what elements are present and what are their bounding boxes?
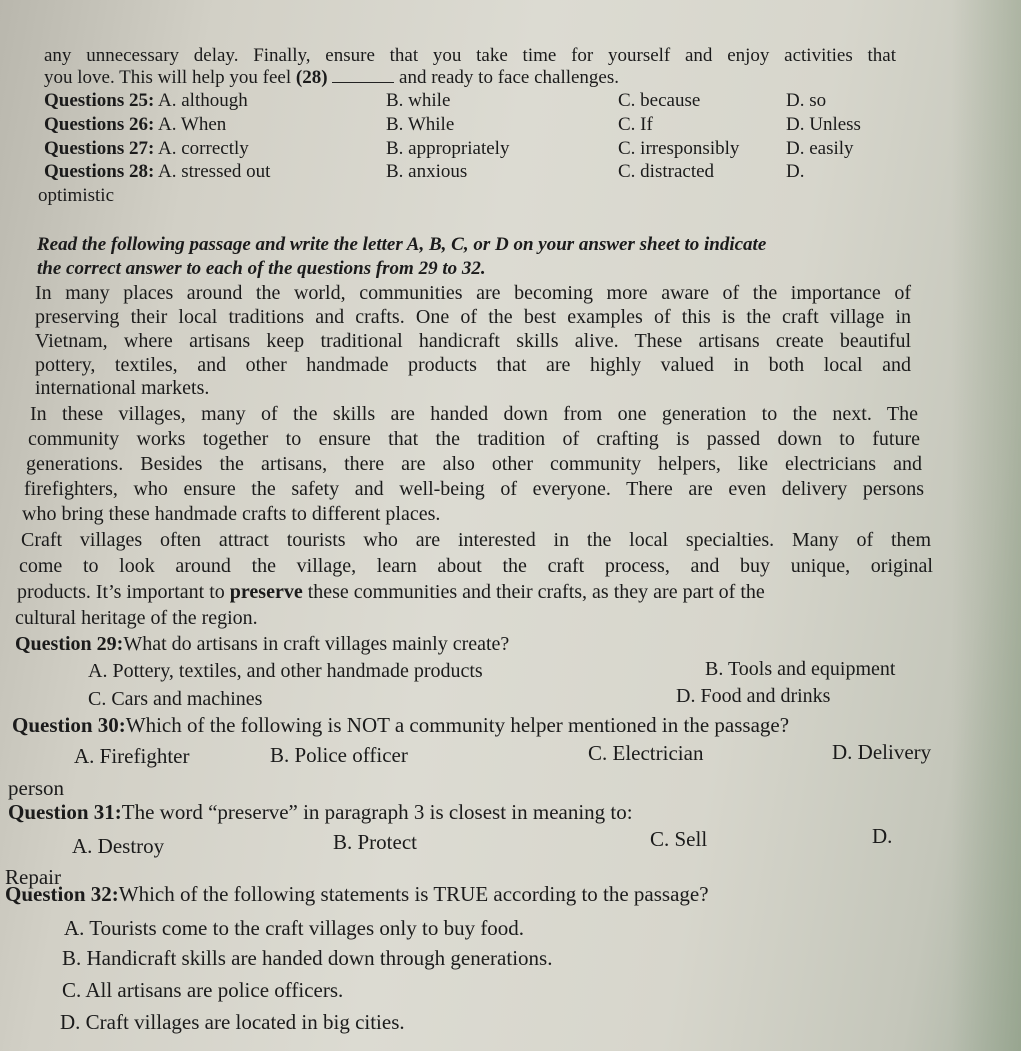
option-c: C. distracted [618, 161, 715, 182]
cloze-label: Questions 26: [44, 114, 155, 135]
question-label: Question 30: [12, 713, 126, 737]
passage-p2-line: community works together to ensure that the tradition of crafting is passed down to future [28, 428, 920, 450]
option-d: D. so [786, 90, 827, 111]
passage-p2-line: generations. Besides the artisans, there are also other community helpers, like electricians and [26, 453, 922, 475]
question-32 [5, 882, 709, 907]
instruction-line-2: the correct answer to each of the questions from 29 to 32. [37, 258, 486, 279]
option-a: A. correctly [158, 138, 249, 159]
question-text: Which of the following statements is TRUE according to the passage? [118, 882, 709, 906]
q30-option-a: A. Firefighter [74, 744, 190, 768]
question-label: Question 31: [8, 800, 122, 824]
passage-p1-line: In many places around the world, communities are becoming more aware of the importance of [35, 282, 911, 304]
passage-p3-text [17, 581, 765, 604]
question-30 [12, 713, 789, 738]
q29-option-b: B. Tools and equipment [705, 658, 896, 680]
option-d: D. easily [786, 138, 854, 159]
passage-p3-line: cultural heritage of the region. [15, 607, 258, 629]
option-b: B. while [386, 90, 451, 111]
option-a: A. stressed out [158, 161, 271, 182]
question-text: What do artisans in craft villages mainly create? [123, 633, 510, 655]
passage-p1-line: international markets. [35, 377, 210, 399]
q31-option-b: B. Protect [333, 830, 417, 854]
option-d-wrap: optimistic [38, 185, 114, 206]
option-d: D. [786, 161, 805, 182]
cloze-label: Questions 27: [44, 138, 155, 159]
option-a: A. although [158, 90, 248, 111]
q30-option-b: B. Police officer [270, 743, 408, 767]
question-text: Which of the following is NOT a community helper mentioned in the passage? [125, 713, 790, 737]
option-b: B. appropriately [386, 138, 510, 159]
passage-p1-line: pottery, textiles, and other handmade products that are highly valued in both local and [35, 354, 911, 376]
question-label: Question 32: [5, 882, 119, 906]
question-text: The word “preserve” in paragraph 3 is closest in meaning to: [121, 800, 633, 824]
q31-option-c: C. Sell [650, 827, 708, 851]
cloze-label: Questions 25: [44, 90, 155, 111]
q29-option-d: D. Food and drinks [676, 685, 831, 707]
answer-blank-28 [332, 82, 394, 83]
blank-label-28: (28) [295, 67, 328, 88]
q31-option-d-wrap: Repair [5, 865, 61, 889]
question-29 [15, 633, 509, 656]
cloze-row-25 [44, 90, 248, 112]
cloze-label: Questions 28: [44, 161, 155, 182]
page-edge-shadow [951, 0, 1021, 1051]
intro-line-2-end: and ready to face challenges. [399, 67, 620, 88]
option-d: D. Unless [786, 114, 861, 135]
option-a: A. When [158, 114, 227, 135]
passage-p2-line: firefighters, who ensure the safety and well-being of everyone. There are even delivery persons [24, 478, 924, 500]
passage-p3-line [17, 581, 937, 604]
question-label: Question 29: [15, 633, 124, 655]
option-b: B. While [386, 114, 455, 135]
intro-line-1: any unnecessary delay. Finally, ensure that you take time for yourself and enjoy activities that [44, 45, 896, 66]
q29-option-c: C. Cars and machines [88, 688, 263, 710]
option-c: C. irresponsibly [618, 138, 740, 159]
option-c: C. If [618, 114, 653, 135]
q31-option-a: A. Destroy [72, 834, 165, 858]
instruction-line-1: Read the following passage and write the letter A, B, C, or D on your answer sheet to indicate [37, 234, 767, 255]
q32-option-c: C. All artisans are police officers. [62, 978, 344, 1002]
q31-option-d: D. [872, 824, 893, 848]
q30-option-d: D. Delivery [832, 740, 932, 764]
option-b: B. anxious [386, 161, 468, 182]
intro-line-2-start: you love. This will help you feel [44, 67, 292, 88]
cloze-row-26 [44, 114, 226, 136]
question-31 [8, 800, 633, 825]
q30-option-c: C. Electrician [588, 741, 704, 765]
passage-p3-start: products. It’s important to [17, 581, 230, 603]
passage-p1-line: Vietnam, where artisans keep traditional handicraft skills alive. These artisans create beautiful [35, 330, 911, 352]
passage-p2-line: In these villages, many of the skills are handed down from one generation to the next. The [30, 403, 918, 425]
q32-option-a: A. Tourists come to the craft villages only to buy food. [64, 916, 525, 940]
option-c: C. because [618, 90, 701, 111]
passage-p3-line: Craft villages often attract tourists who are interested in the local specialties. Many of them [21, 529, 931, 551]
intro-line-2 [44, 67, 619, 89]
passage-p3-end: these communities and their crafts, as they are part of the [302, 581, 765, 603]
cloze-row-27 [44, 138, 249, 160]
passage-p1-line: preserving their local traditions and crafts. One of the best examples of this is the craft village in [35, 306, 911, 328]
q32-option-d: D. Craft villages are located in big cities. [60, 1010, 405, 1034]
q29-option-a: A. Pottery, textiles, and other handmade products [88, 660, 483, 682]
q32-option-b: B. Handicraft skills are handed down through generations. [62, 946, 553, 970]
q30-option-d-wrap: person [8, 776, 64, 800]
passage-p2-line: who bring these handmade crafts to different places. [22, 503, 441, 525]
keyword-preserve: preserve [229, 581, 303, 603]
cloze-row-28 [44, 161, 270, 183]
passage-p3-line: come to look around the village, learn about the craft process, and buy unique, original [19, 555, 933, 577]
